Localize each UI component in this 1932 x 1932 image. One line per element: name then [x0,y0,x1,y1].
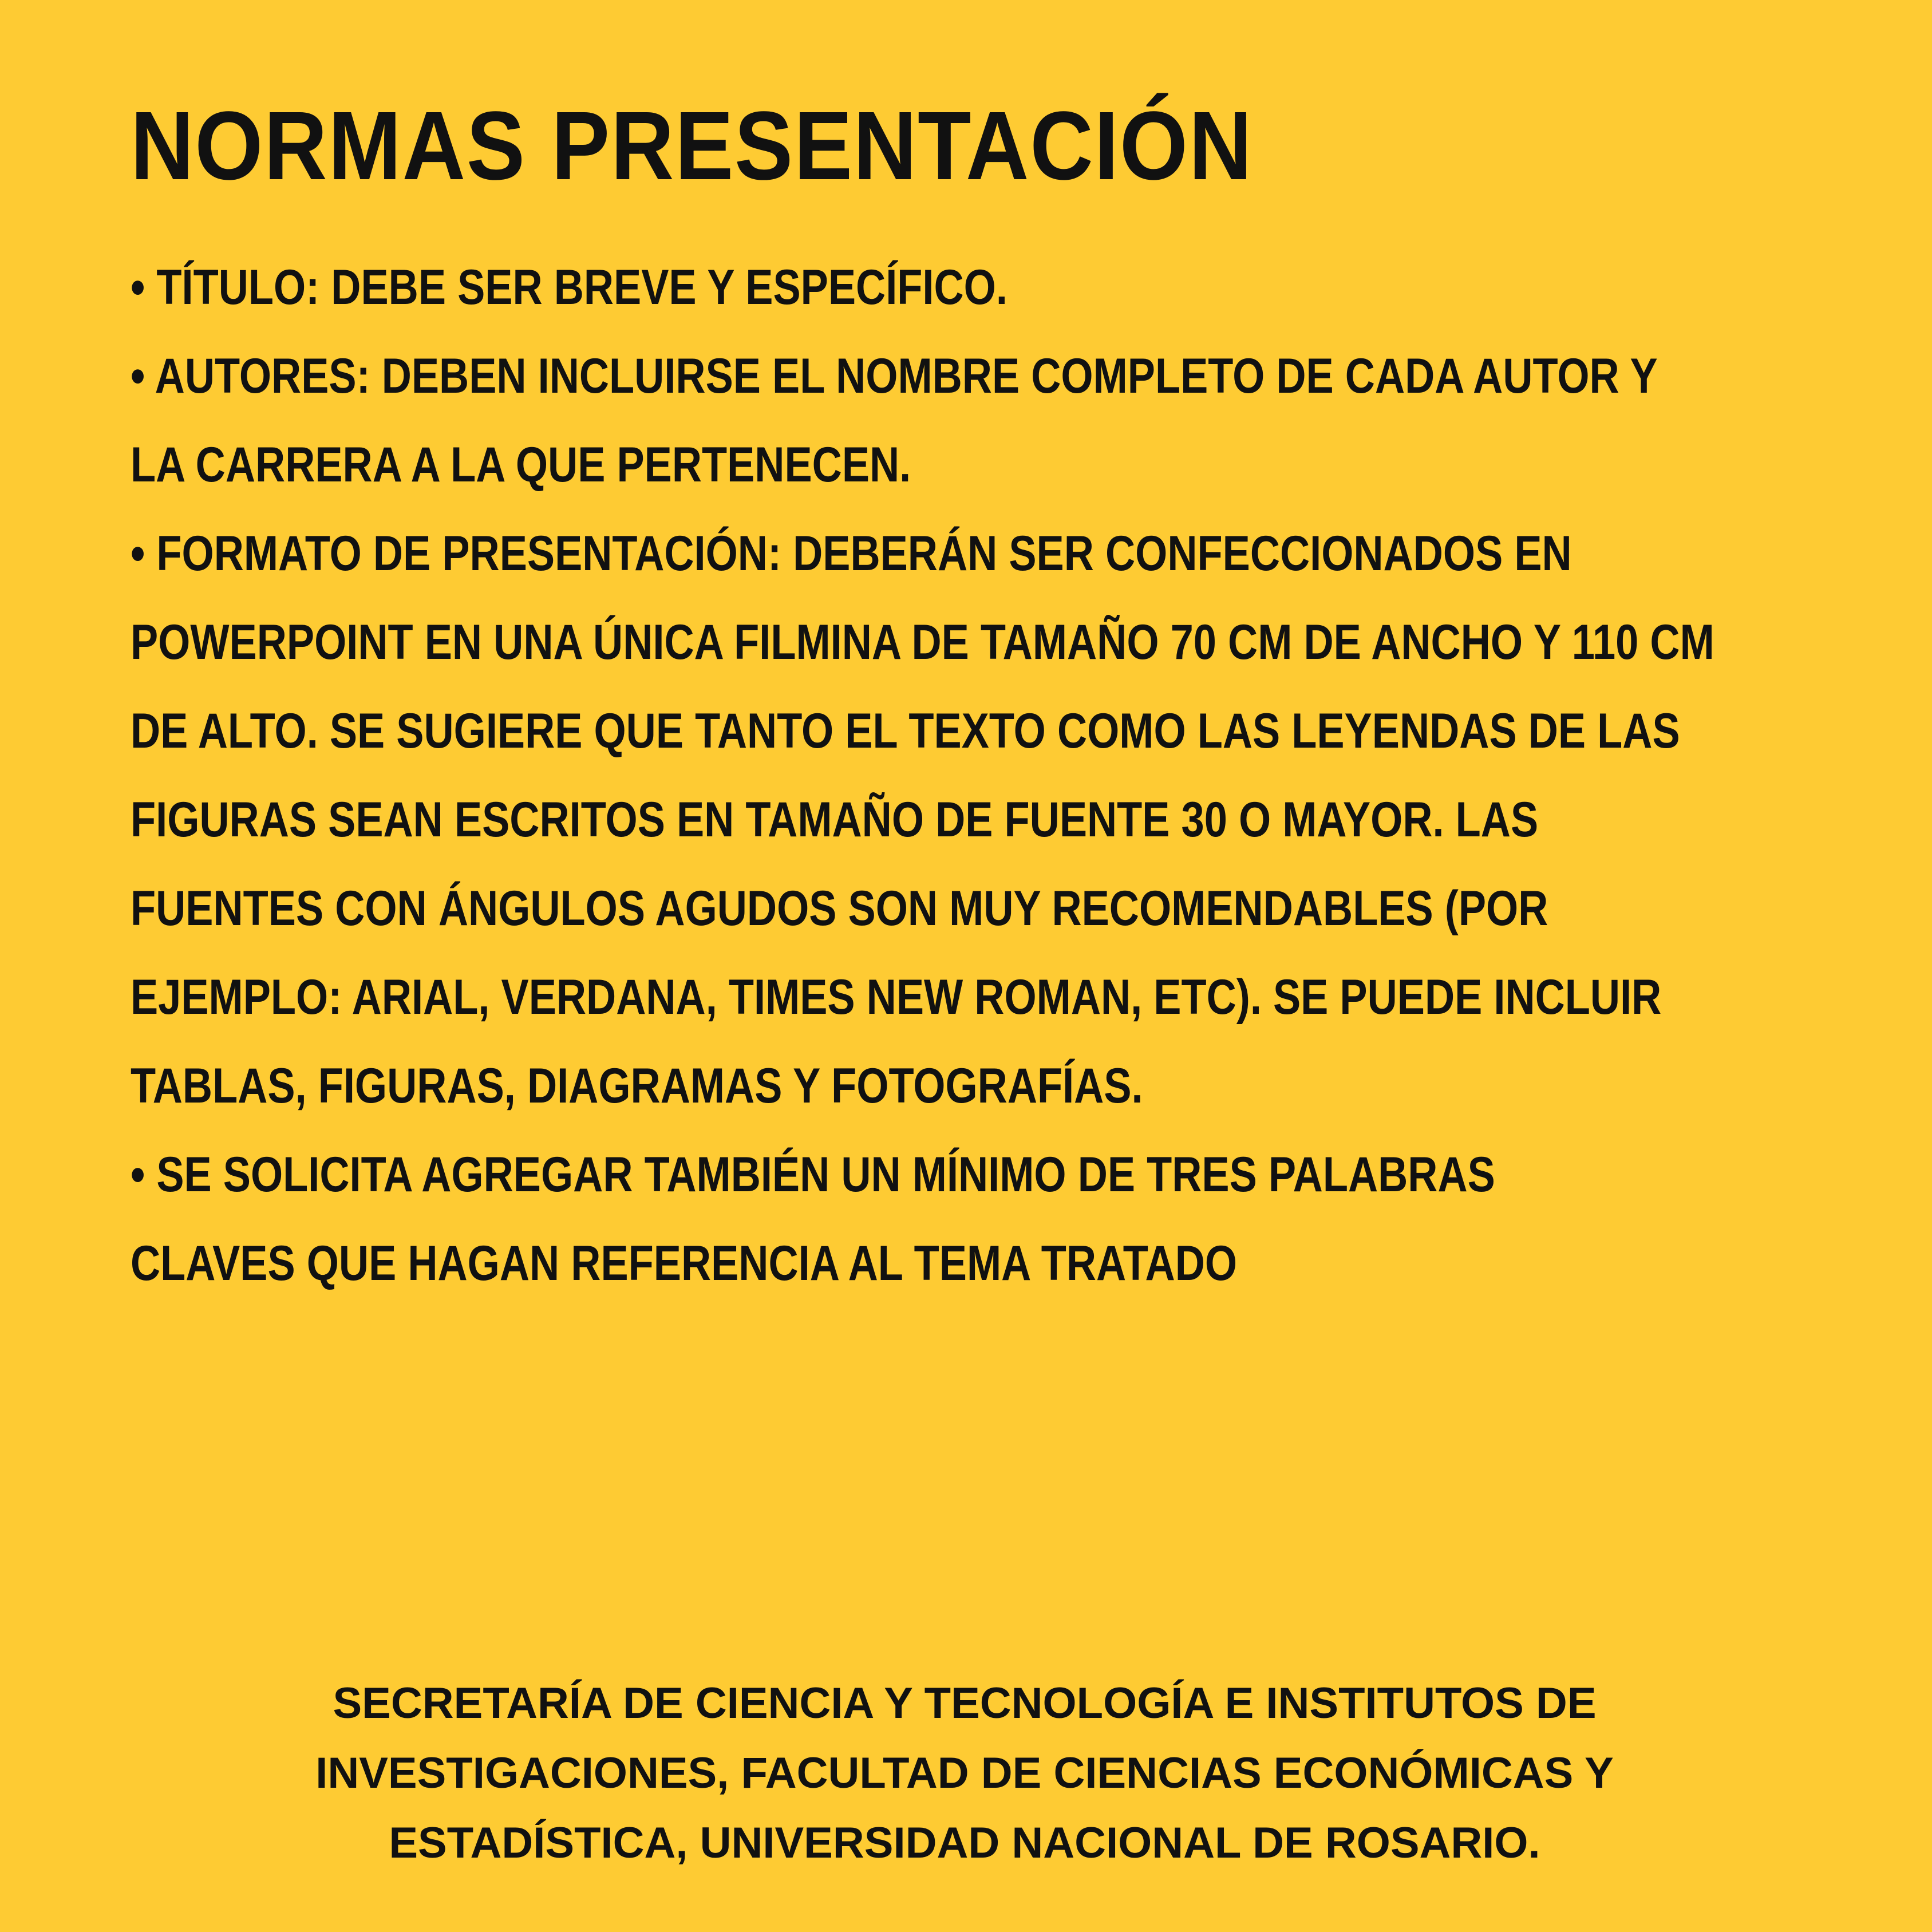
rule-text: FORMATO DE PRESENTACIÓN: DEBERÁN SER CONFECCIONADOS EN POWERPOINT EN UNA ÚNICA FILMINA DE TAMAÑO 70 CM DE ANCHO Y 110 CM DE ALTO. SE SUGIERE QUE TANTO EL TEXTO COMO LAS LEYENDAS DE LAS FIGURAS SEAN ESCRITOS EN TAMAÑO DE FUENTE 30 O MAYOR. LAS FUENTES CON ÁNGULOS AGUDOS SON MUY RECOMENDABLES (POR EJEMPLO: ARIAL, VERDANA, TIMES NEW ROMAN, ETC). SE PUEDE INCLUIR TABLAS, FIGURAS, DIAGRAMAS Y FOTOGRAFÍAS. [131,526,1714,1113]
footer-line: ESTADÍSTICA, UNIVERSIDAD NACIONAL DE ROSARIO. [389,1819,1540,1867]
rules-list [131,243,1722,1308]
bullet-icon: • [131,349,145,404]
rule-text: AUTORES: DEBEN INCLUIRSE EL NOMBRE COMPLETO DE CADA AUTOR Y LA CARRERA A LA QUE PERTENECEN. [131,349,1657,492]
bullet-icon: • [131,526,145,581]
rule-item-authors [131,332,1669,509]
page-title: NORMAS PRESENTACIÓN [131,92,1253,200]
rule-item-keywords [131,1131,1573,1308]
footer-line: INVESTIGACIONES, FACULTAD DE CIENCIAS ECONÓMICAS Y [315,1749,1614,1797]
footer-line: SECRETARÍA DE CIENCIA Y TECNOLOGÍA E INSTITUTOS DE [333,1679,1597,1728]
institution-footer [286,1669,1643,1878]
bullet-icon: • [131,260,145,315]
bullet-icon: • [131,1147,145,1202]
rule-text: TÍTULO: DEBE SER BREVE Y ESPECÍFICO. [156,260,1008,315]
rule-item-format [131,509,1717,1131]
rule-item-title [131,243,1717,332]
rule-text: SE SOLICITA AGREGAR TAMBIÉN UN MÍNIMO DE TRES PALABRAS CLAVES QUE HAGAN REFERENCIA AL TEMA TRATADO [131,1147,1495,1291]
